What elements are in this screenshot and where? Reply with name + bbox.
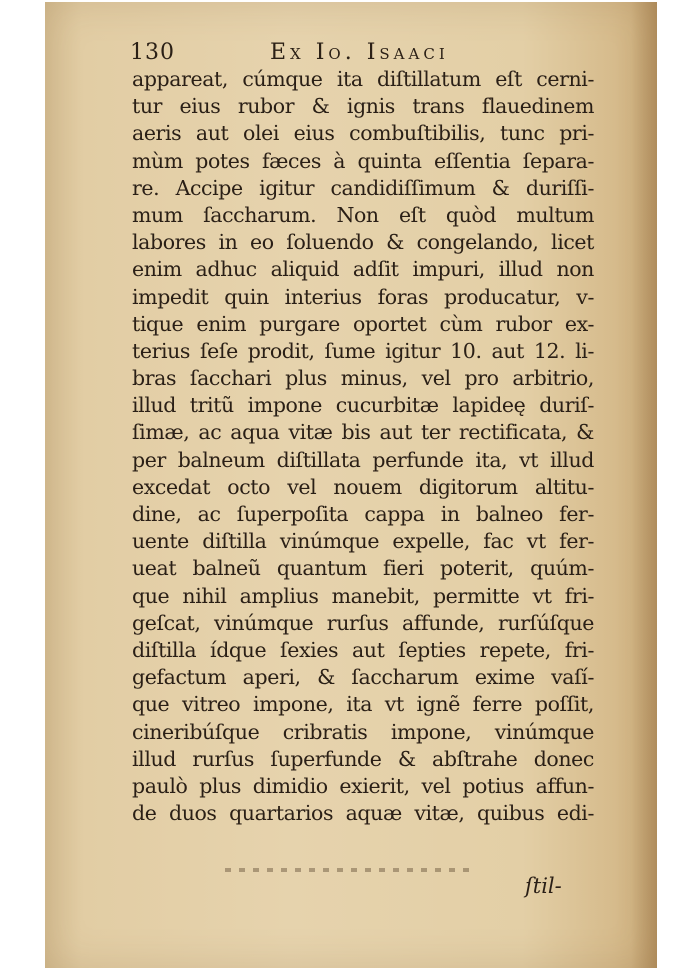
text-line: labores in eo ſoluendo & congelando, licet	[132, 230, 594, 255]
text-line: diſtilla ídque ſexies aut ſepties repete, fri-	[132, 637, 594, 662]
text-line: aeris aut olei eius combuſtibilis, tunc pri-	[132, 121, 594, 146]
body-text	[132, 66, 594, 827]
text-line: mùm potes fæces à quinta eſſentia ſepara-	[132, 148, 594, 173]
text-line: cineribúſque cribratis impone, vinúmque	[132, 719, 594, 744]
text-line: excedat octo vel nouem digitorum altitu-	[132, 474, 594, 499]
text-line: impedit quin interius foras producatur, v-	[132, 284, 594, 309]
text-line: uente diſtilla vinúmque expelle, fac vt fer-	[132, 529, 594, 554]
text-line: illud rurſus ſuperfunde & abſtrahe donec	[132, 746, 594, 771]
text-line: per balneum diſtillata perfunde ita, vt illud	[132, 447, 594, 472]
text-line: paulò plus dimidio exierit, vel potius affun-	[132, 773, 594, 798]
text-line: tur eius rubor & ignis trans flauedinem	[132, 94, 594, 119]
text-line: re. Accipe igitur candidiſſimum & duriſſi-	[132, 175, 594, 200]
text-line: enim adhuc aliquid adſit impuri, illud non	[132, 257, 594, 282]
text-line: appareat, cúmque ita diſtillatum eſt cerni-	[132, 67, 594, 91]
page-number: 130	[130, 40, 175, 65]
text-line: mum ſaccharum. Non eſt quòd multum	[132, 202, 594, 227]
ink-smudge	[225, 868, 475, 872]
text-line: geſcat, vinúmque rurſus affunde, rurſúſque	[132, 610, 594, 635]
text-line: gefactum aperi, & ſaccharum exime vaſí-	[132, 665, 594, 690]
text-line: ueat balneũ quantum fieri poterit, quúm-	[132, 556, 594, 581]
running-title: Ex Io. Isaaci	[270, 40, 449, 65]
text-line: que vitreo impone, ita vt ignẽ ferre poſſit,	[132, 692, 594, 717]
book-page	[45, 2, 657, 968]
text-line: que nihil amplius manebit, permitte vt fri-	[132, 583, 594, 608]
text-line: de duos quartarios aquæ vitæ, quibus edi-	[132, 801, 594, 826]
text-line: dine, ac ſuperpoſita cappa in balneo fer-	[132, 502, 594, 526]
text-line: ſimæ, ac aqua vitæ bis aut ter rectificata, &	[132, 420, 594, 445]
text-line: illud tritũ impone cucurbitæ lapideę duriſ-	[132, 393, 594, 418]
text-line: bras ſacchari plus minus, vel pro arbitrio,	[132, 366, 594, 391]
text-line: tique enim purgare oportet cùm rubor ex-	[132, 311, 594, 336]
text-line: terius ſeſe prodit, ſume igitur 10. aut 12. li-	[132, 338, 594, 363]
catchword: ſtil-	[525, 874, 562, 898]
